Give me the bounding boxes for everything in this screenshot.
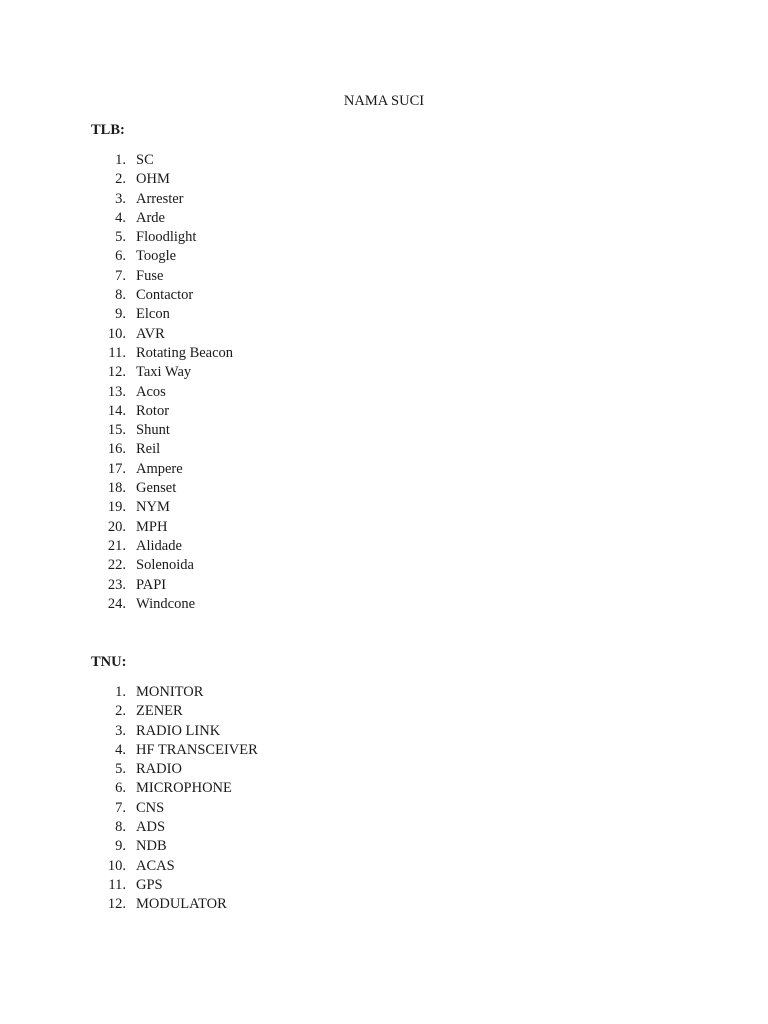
list-item-number: 6. (115, 780, 126, 797)
list-item-label: GPS (136, 876, 163, 893)
list-item-label: MODULATOR (136, 896, 227, 913)
list-item-label: Acos (136, 383, 166, 400)
list-item-label: OHM (136, 171, 170, 188)
list-item-number: 9. (115, 306, 126, 323)
list-item-number: 12. (107, 364, 126, 381)
list-item-number: 9. (115, 838, 126, 855)
list-item-label: Rotor (136, 402, 170, 419)
list-item-number: 10. (107, 857, 126, 874)
section-heading-tlb: TLB: (91, 122, 125, 138)
list-item-number: 24. (107, 595, 126, 612)
list-item-number: 20. (107, 518, 126, 535)
list-item-number: 17. (107, 460, 126, 477)
list-item-label: Fuse (136, 267, 164, 284)
list-item-label: ADS (136, 819, 166, 836)
list-item-label: AVR (136, 325, 165, 342)
list-item-label: HF TRANSCEIVER (136, 741, 258, 758)
list-item-number: 1. (115, 152, 126, 168)
list-item-label: MPH (136, 518, 168, 535)
list-item-label: Ampere (136, 460, 183, 477)
list-item-label: Alidade (136, 537, 182, 554)
list-item-label: Contactor (136, 287, 194, 304)
section-heading-tnu: TNU: (91, 654, 127, 670)
list-item-number: 14. (107, 402, 126, 419)
list-item-number: 10. (107, 325, 126, 342)
list-item-label: Floodlight (136, 229, 197, 246)
list-item-label: Windcone (136, 595, 196, 612)
list-item-number: 22. (107, 557, 126, 574)
list-item-label: Toogle (136, 248, 177, 265)
list-item-number: 15. (107, 422, 126, 439)
list-item-number: 8. (115, 287, 126, 304)
list-item-number: 19. (107, 499, 126, 516)
list-item-number: 21. (107, 537, 126, 554)
list-item-number: 2. (115, 703, 126, 720)
list-item-label: Reil (136, 441, 161, 458)
list-item-number: 4. (115, 741, 126, 758)
list-item-number: 7. (115, 267, 126, 284)
list-item-number: 3. (115, 722, 126, 739)
list-item-label: Rotating Beacon (136, 344, 234, 361)
list-item-label: Genset (136, 480, 177, 497)
document-title: NAMA SUCI (343, 93, 425, 109)
list-item-number: 23. (107, 576, 126, 593)
list-item-number: 5. (115, 229, 126, 246)
list-item-label: ZENER (136, 703, 183, 720)
list-item-number: 16. (107, 441, 126, 458)
list-item-label: MICROPHONE (136, 780, 232, 797)
list-item-label: Arde (136, 209, 165, 226)
list-item-label: NYM (136, 499, 170, 516)
list-item-number: 6. (115, 248, 126, 265)
list-item-label: CNS (136, 799, 165, 816)
list-item-number: 12. (107, 896, 126, 913)
list-item-label: Shunt (136, 422, 170, 439)
list-item-label: RADIO LINK (136, 722, 221, 739)
list-item-number: 4. (115, 209, 126, 226)
list-item-number: 11. (108, 344, 126, 361)
list-item-label: RADIO (136, 761, 182, 778)
list-item-number: 13. (107, 383, 126, 400)
list-item-label: Arrester (136, 190, 184, 207)
list-item-label: Taxi Way (136, 364, 192, 381)
list-item-number: 5. (115, 761, 126, 778)
list-item-label: Elcon (136, 306, 170, 323)
list-item-label: NDB (136, 838, 167, 855)
list-item-label: MONITOR (136, 684, 204, 700)
list-item-number: 7. (115, 799, 126, 816)
list-item-number: 1. (115, 684, 126, 700)
list-item-label: ACAS (136, 857, 175, 874)
list-item-number: 11. (108, 876, 126, 893)
list-item-label: SC (136, 152, 154, 168)
list-item-label: Solenoida (136, 557, 194, 574)
list-item-number: 3. (115, 190, 126, 207)
list-item-number: 2. (115, 171, 126, 188)
list-item-label: PAPI (136, 576, 167, 593)
list-item-number: 18. (107, 480, 126, 497)
list-item-number: 8. (115, 819, 126, 836)
